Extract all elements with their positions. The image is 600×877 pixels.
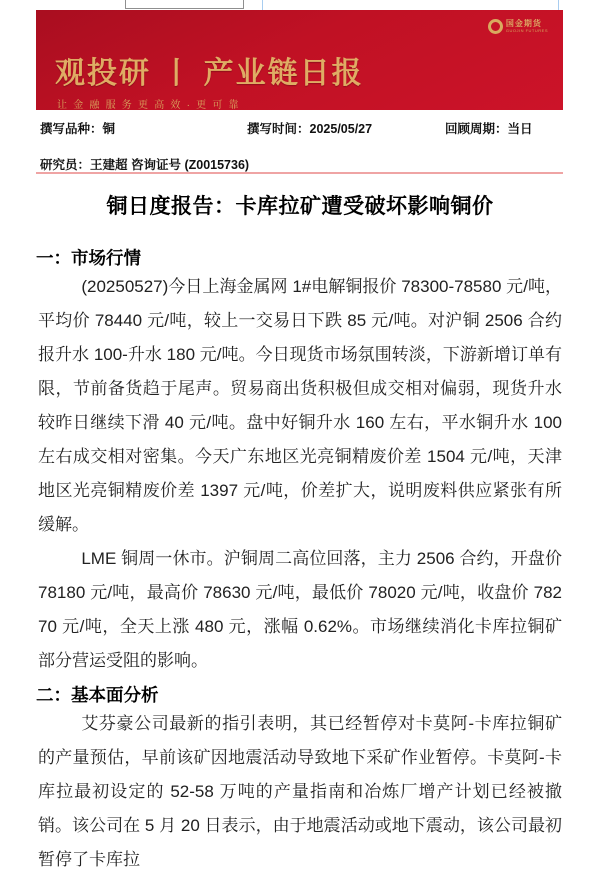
meta-time-label: 撰写时间：: [247, 122, 310, 136]
meta-researcher: 研究员：王建超 咨询证号 (Z0015736): [40, 158, 250, 172]
banner-title: 观投研 丨 产业链日报: [55, 57, 364, 90]
meta-divider: [36, 172, 563, 174]
brand-ring-icon: [488, 19, 503, 34]
report-title: 铜日度报告：卡库拉矿遭受破坏影响铜价: [106, 195, 494, 218]
meta-period-value: 当日: [507, 122, 533, 136]
paragraph: 艾芬豪公司最新的指引表明，其已经暂停对卡莫阿-卡库拉铜矿的产量预估，早前该矿因地震活动导致地下采矿作业暂停。卡莫阿-卡库拉最初设定的 52-58 万吨的产量指南和冶炼厂增产计划已经被撤销。该公司在 5 月 20 日表示，由于地震活动或地下震动，该公司最初暂停了卡库拉: [38, 714, 562, 869]
paragraph: LME 铜周一休市。沪铜周二高位回落，主力 2506 合约，开盘价 78180 元/吨，最高价 78630 元/吨，最低价 78020 元/吨，收盘价 78270 元/吨，全天上涨 480 元，涨幅 0.62%。市场继续消化卡库拉铜矿部分营运受阻的影响。: [38, 549, 562, 670]
brand-logo: [488, 19, 548, 34]
meta-time: [247, 119, 445, 137]
meta-row-1: [40, 119, 564, 137]
report-banner: [36, 10, 563, 110]
meta-variety: [40, 119, 247, 137]
section-heading-market: 一：市场行情: [36, 248, 141, 268]
meta-period-label: 回顾周期：: [445, 122, 508, 136]
section-heading-fundamentals: 二：基本面分析: [36, 685, 159, 705]
meta-time-value: 2025/05/27: [309, 122, 373, 136]
report-body: [38, 190, 562, 877]
banner-tagline: 让金融服务更高效·更可靠: [57, 100, 245, 110]
meta-period: [445, 119, 564, 137]
paragraph: (20250527)今日上海金属网 1#电解铜报价 78300-78580 元/吨，平均价 78440 元/吨，较上一交易日下跌 85 元/吨。对沪铜 2506 合约报升水 100-升水 180 元/吨。今日现货市场氛围转淡，下游新增订单有限，节前备货趋于尾声。贸易商出货积极但成交相对偏弱，现货升水较昨日继续下滑 40 元/吨。盘中好铜升水 160 左右，平水铜升水 100 左右成交相对密集。今天广东地区光亮铜精废价差 1504 元/吨，天津地区光亮铜精废价差 1397 元/吨，价差扩大，说明废料供应紧张有所缓解。: [38, 277, 562, 534]
brand-name: 国金期货: [505, 19, 542, 28]
meta-variety-value: 铜: [102, 122, 116, 136]
report-meta: [40, 119, 564, 173]
top-edge-fragment-left: [125, 0, 244, 9]
brand-subtitle: GUOJIN FUTURES: [505, 28, 548, 33]
meta-variety-label: 撰写品种：: [40, 122, 103, 136]
